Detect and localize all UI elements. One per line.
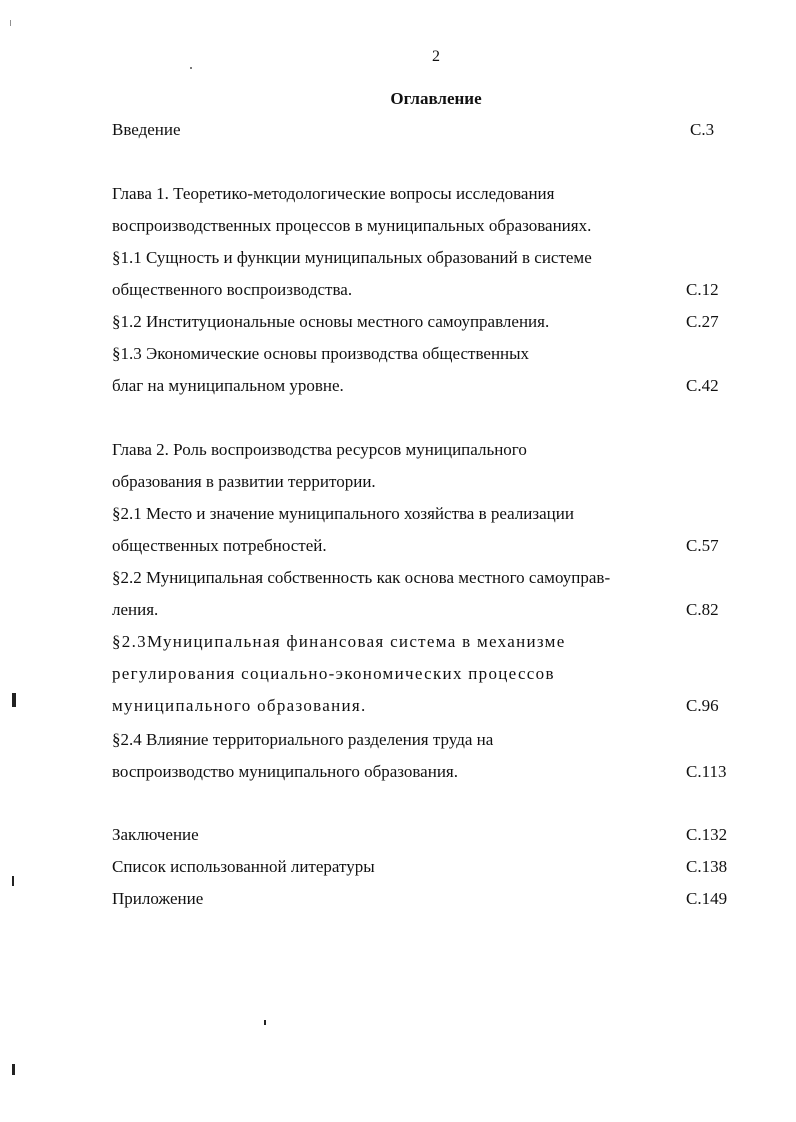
section-1-3-line2: благ на муниципальном уровне.: [112, 376, 344, 395]
section-1-3-line1: §1.3 Экономические основы производства общественных: [112, 344, 530, 363]
chapter2-heading-line1: Глава 2. Роль воспроизводства ресурсов муниципального: [112, 440, 527, 459]
scan-mark: [264, 1020, 266, 1025]
chapter1-heading-line2: воспроизводственных процессов в муниципальных образованиях.: [112, 216, 592, 235]
section-2-3-line3: муниципального образования.: [112, 696, 367, 715]
section-2-4-line1: §2.4 Влияние территориального разделения труда на: [112, 730, 494, 749]
section-2-3-line1: §2.3Муниципальная финансовая система в механизме: [112, 632, 566, 651]
chapter2-heading-line2: образования в развитии территории.: [112, 472, 376, 491]
section-1-2-page: С.27: [686, 312, 719, 331]
section-2-3-page: С.96: [686, 696, 719, 715]
scan-mark: [12, 693, 16, 707]
toc-entry-intro: Введение: [112, 120, 181, 139]
page-title: Оглавление: [390, 89, 482, 108]
section-1-2-line1: §1.2 Институциональные основы местного самоуправления.: [112, 312, 550, 331]
scan-mark: [10, 20, 11, 26]
section-2-2-page: С.82: [686, 600, 719, 619]
section-1-3-page: С.42: [686, 376, 719, 395]
scan-mark: [12, 876, 14, 886]
section-2-3-line2: регулирования социально-экономических процессов: [112, 664, 555, 683]
section-2-2-line2: ления.: [112, 600, 159, 619]
toc-page-references: С.138: [686, 857, 728, 876]
page-number: 2: [432, 48, 440, 65]
section-1-1-line2: общественного воспроизводства.: [112, 280, 353, 299]
scan-mark: [12, 1064, 15, 1075]
toc-page-conclusion: С.132: [686, 825, 728, 844]
section-2-1-line1: §2.1 Место и значение муниципального хозяйства в реализации: [112, 504, 574, 523]
scan-mark: [190, 67, 192, 69]
section-2-4-page: С.113: [686, 762, 727, 781]
section-2-1-line2: общественных потребностей.: [112, 536, 327, 555]
section-2-2-line1: §2.2 Муниципальная собственность как основа местного самоуправ-: [112, 568, 611, 587]
toc-page-intro: С.3: [690, 120, 715, 139]
chapter1-heading-line1: Глава 1. Теоретико-методологические вопросы исследования: [112, 184, 555, 203]
section-1-1-page: С.12: [686, 280, 719, 299]
toc-entry-references: Список использованной литературы: [112, 857, 375, 876]
section-2-4-line2: воспроизводство муниципального образования.: [112, 762, 458, 781]
toc-page-appendix: С.149: [686, 889, 728, 908]
section-2-1-page: С.57: [686, 536, 719, 555]
toc-entry-appendix: Приложение: [112, 889, 204, 908]
section-1-1-line1: §1.1 Сущность и функции муниципальных образований в системе: [112, 248, 592, 267]
toc-entry-conclusion: Заключение: [112, 825, 199, 844]
